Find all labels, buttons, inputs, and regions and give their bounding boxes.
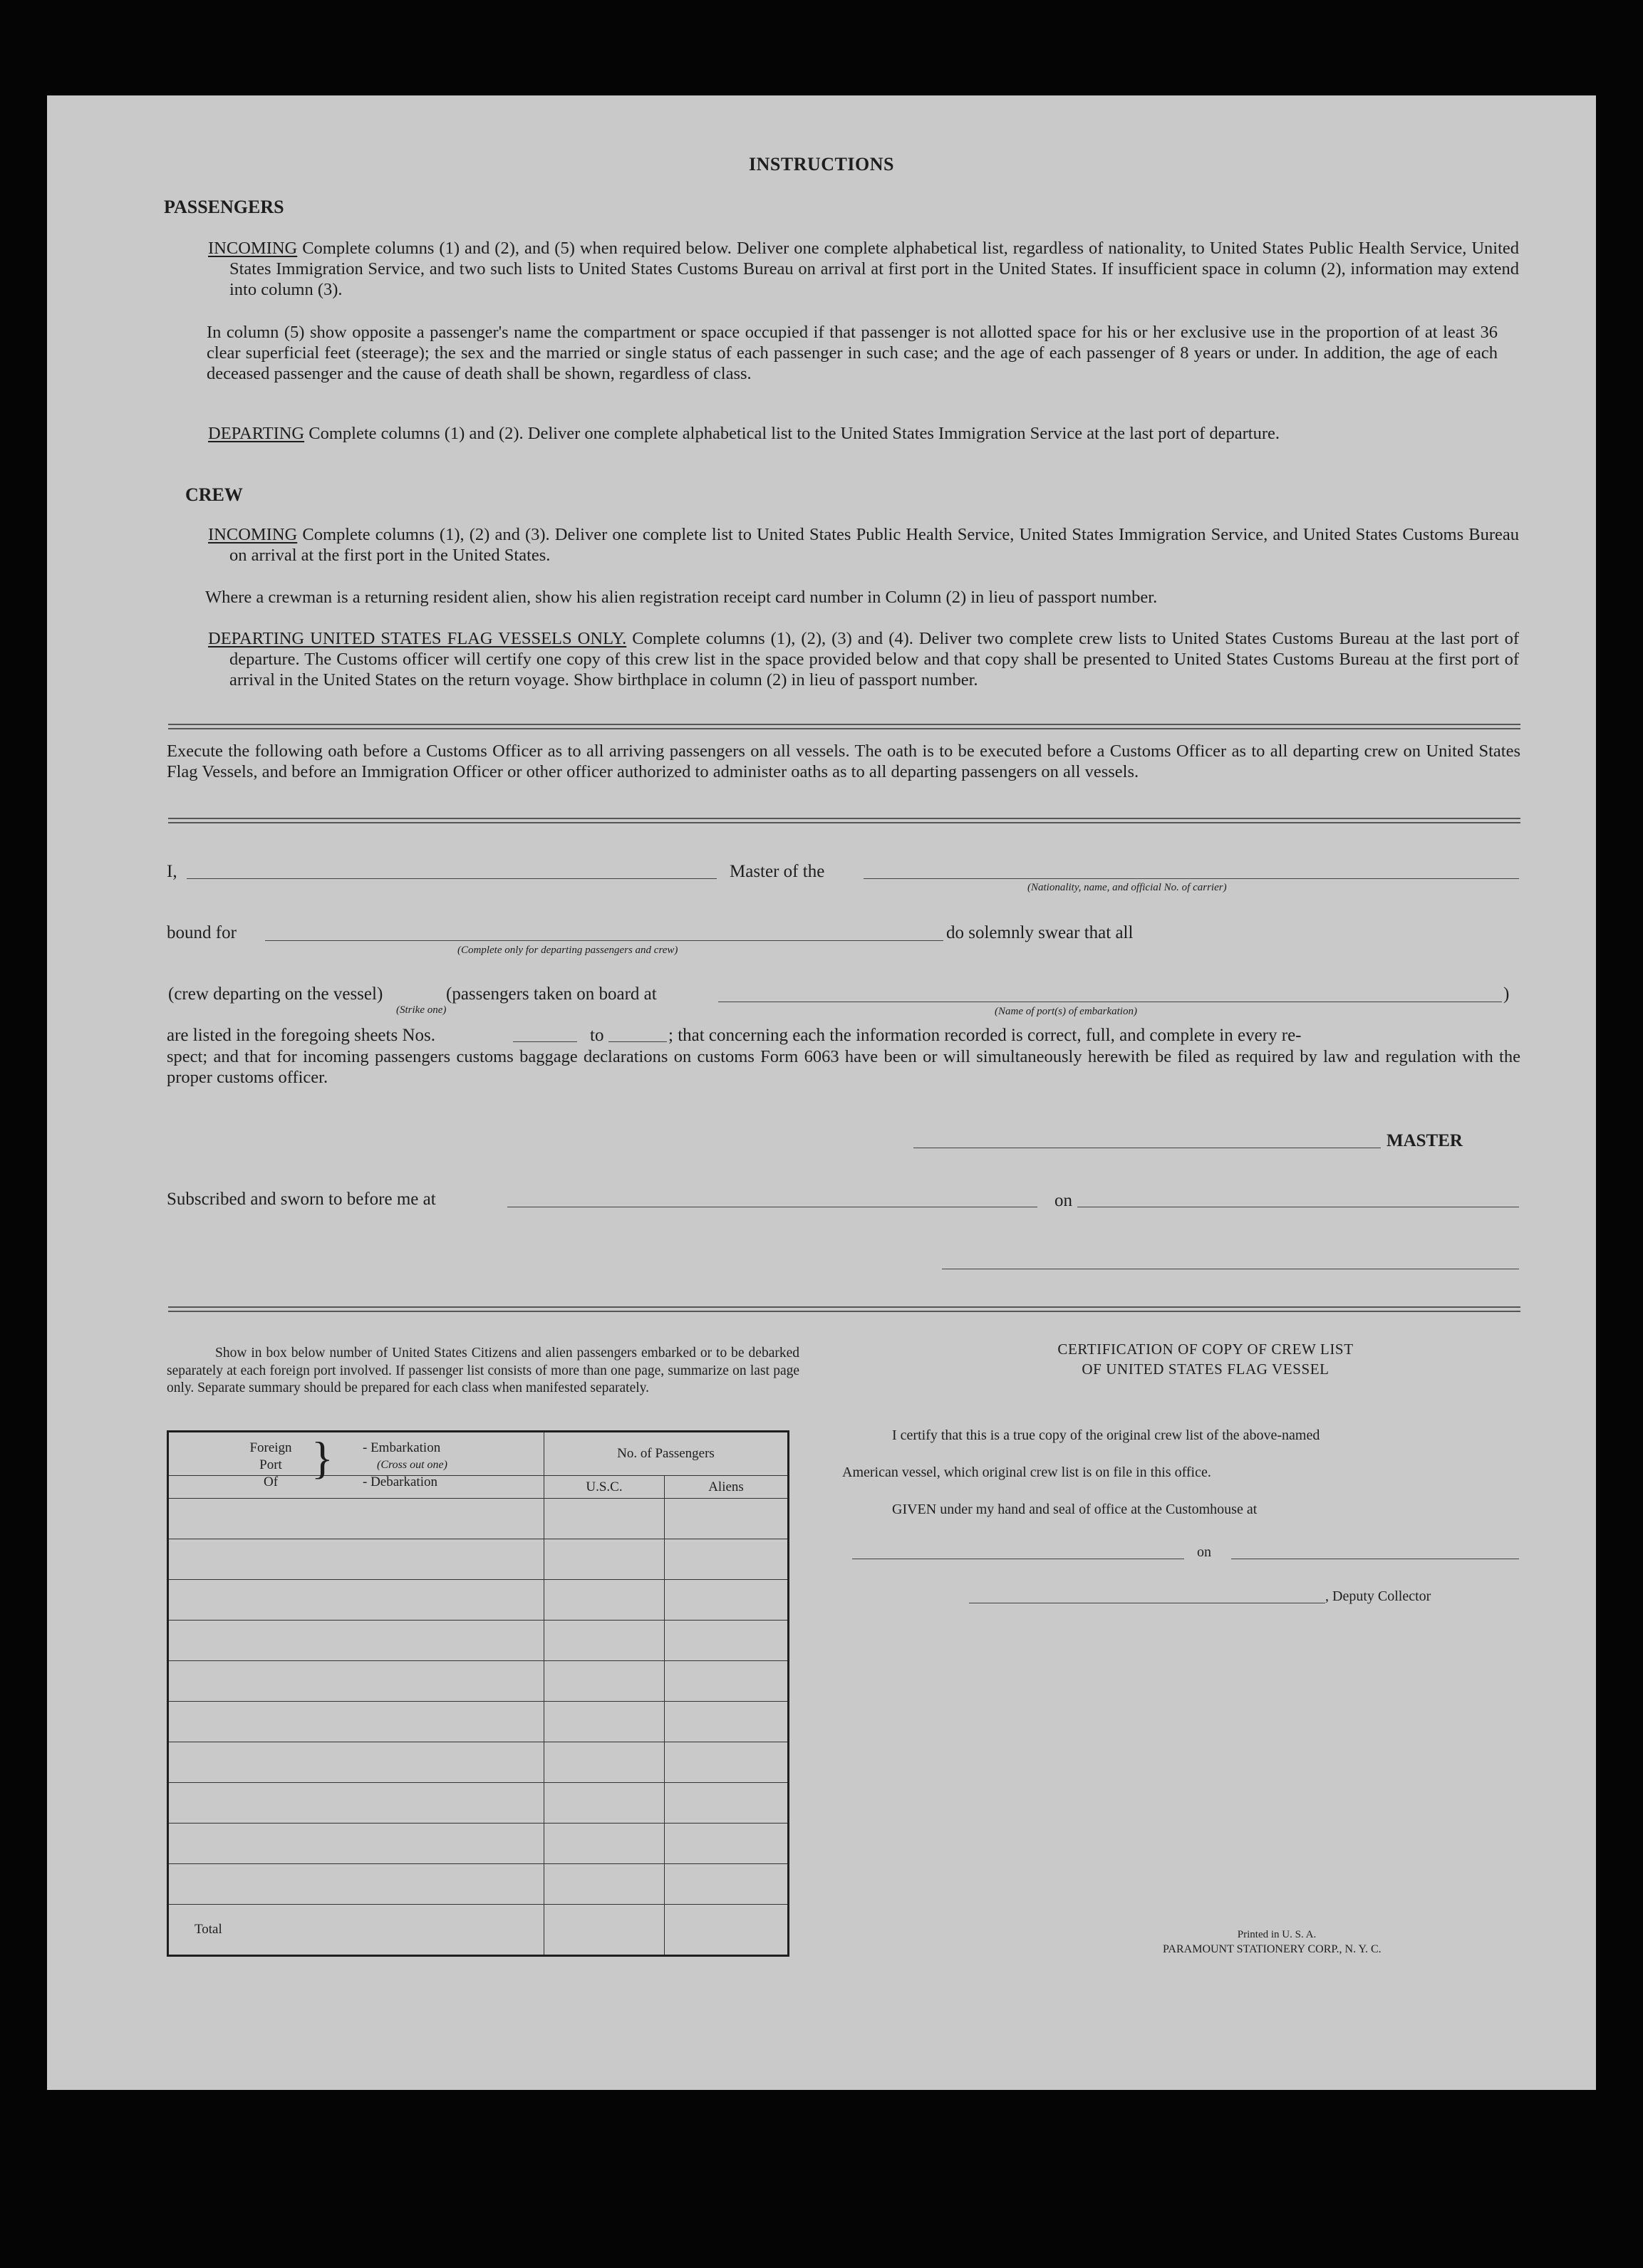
table-row-port[interactable] [168,1580,544,1621]
vessel-line[interactable] [864,878,1519,879]
certification-heading-2: OF UNITED STATES FLAG VESSEL [1082,1361,1330,1378]
baggage-text: spect; and that for incoming passengers customs baggage declarations on customs Form 6063 have been or will simultaneously herewith be filed as required by law and regulation with the proper customs officer. [167,1047,1520,1087]
table-row-aliens[interactable] [665,1661,789,1702]
divider-3b [168,1311,1520,1312]
cross-out-one-hint: (Cross out one) [377,1459,447,1471]
sheet-to-line[interactable] [608,1041,667,1042]
crewman-text: Where a crewman is a returning resident alien, show his alien registration receipt card number in Column (2) in lieu of passport number. [205,588,1158,607]
no-of-passengers-label: No. of Passengers [617,1446,715,1461]
crew-departing-option[interactable]: (crew departing on the vessel) [168,984,383,1004]
strike-one-hint: (Strike one) [396,1004,447,1016]
table-row-usc[interactable] [544,1580,665,1621]
complete-only-hint: (Complete only for departing passengers and crew) [457,945,678,956]
no-of-passengers-header [544,1432,789,1476]
passengers-taken-option[interactable]: (passengers taken on board at [446,984,657,1004]
sworn-on-label: on [1054,1191,1072,1210]
certification-on-label: on [1197,1544,1211,1560]
flag-vessels-paragraph [208,628,1519,690]
execute-oath-paragraph [167,741,1520,782]
foreign-label: Foreign [249,1440,292,1455]
table-row-aliens[interactable] [665,1539,789,1580]
departing-text: Complete columns (1) and (2). Deliver one complete alphabetical list to the United States Immigration Service at the last port of departure. [304,424,1280,443]
foreign-port-of-labels [249,1440,293,1491]
flag-vessels-text: Complete columns (1), (2), (3) and (4). Deliver two complete crew lists to United States Customs Bureau at the last port of departure. The Customs officer will certify one copy of this crew list in the space provided below and that copy shall be presented to United States Customs Bureau at the first port of arrival in the United States on the return voyage. Show birthplace in column (2) in lieu of passport number. [229,629,1519,690]
port-label: Port [259,1457,282,1472]
printer-name: PARAMOUNT STATIONERY CORP., N. Y. C. [1163,1943,1382,1955]
table-row-port[interactable] [168,1702,544,1742]
form-sheet [47,95,1596,2090]
sheets-from-label: are listed in the foregoing sheets Nos. [167,1026,435,1045]
passengers-heading: PASSENGERS [164,197,284,217]
execute-oath-text: Execute the following oath before a Customs Officer as to all arriving passengers on all vessels. The oath is to be executed before a Customs Officer as to all departing crew on United States Flag Vessels, and before an Immigration Officer or other officer authorized to administer oaths as to all departing passengers on all vessels. [167,742,1520,781]
divider-1a [168,724,1520,725]
baggage-paragraph [167,1046,1520,1088]
foreign-port-header [168,1432,544,1489]
divider-2b [168,822,1520,823]
table-row-port[interactable] [168,1661,544,1702]
crewman-paragraph [205,587,1498,608]
column5-paragraph [207,322,1498,384]
bound-for-label: bound for [167,923,237,942]
table-row-port[interactable] [168,1742,544,1783]
table-row-usc[interactable] [544,1742,665,1783]
total-label: Total [195,1922,222,1937]
passenger-summary-table [167,1430,789,1957]
nationality-hint: (Nationality, name, and official No. of carrier) [1027,882,1227,893]
sheet-from-line[interactable] [513,1041,577,1042]
table-row-usc[interactable] [544,1864,665,1905]
master-label: MASTER [1387,1131,1463,1150]
solemnly-label: do solemnly swear that all [946,923,1134,942]
passengers-incoming-paragraph [208,238,1519,300]
port-subheader-cell [168,1476,544,1499]
table-row-aliens[interactable] [665,1580,789,1621]
table-row-port[interactable] [168,1824,544,1864]
port-hint: (Name of port(s) of embarkation) [995,1006,1137,1017]
summary-instructions [167,1345,799,1398]
table-row-usc[interactable] [544,1499,665,1539]
divider-2a [168,818,1520,819]
printed-in-usa: Printed in U. S. A. [1237,1929,1317,1940]
of-label: Of [263,1474,279,1489]
table-row-aliens[interactable] [665,1824,789,1864]
deputy-collector-label: , Deputy Collector [1325,1588,1431,1604]
certification-line-3: GIVEN under my hand and seal of office at the Customhouse at [892,1502,1258,1517]
table-row-usc[interactable] [544,1702,665,1742]
oath-i-label: I, [167,862,177,881]
embarkation-label[interactable]: - Embarkation [363,1440,441,1455]
table-row-port[interactable] [168,1621,544,1661]
bound-for-line[interactable] [265,940,943,941]
sheets-to-label: to [590,1026,604,1045]
table-row-aliens[interactable] [665,1742,789,1783]
total-label-cell [168,1905,544,1956]
divider-1b [168,728,1520,729]
table-row-port[interactable] [168,1539,544,1580]
table-row-aliens[interactable] [665,1621,789,1661]
incoming-text: Complete columns (1) and (2), and (5) when required below. Deliver one complete alphabetical list, regardless of nationality, to United States Public Health Service, United States Immigration Service, and two such lists to United States Customs Bureau on arrival at first port in the United States. If insufficient space in column (2), information may extend into column (3). [229,239,1519,299]
instructions-title: INSTRUCTIONS [749,154,894,175]
table-row-aliens[interactable] [665,1783,789,1824]
departing-label: DEPARTING [208,424,305,443]
summary-instructions-text: Show in box below number of United States Citizens and alien passengers embarked or to be debarked separately at each foreign port involved. If passenger list consists of more than one page, summarize on last page only. Separate summary should be prepared for each class when manifested separately. [167,1346,799,1395]
master-name-line[interactable] [187,878,717,879]
concerning-text: ; that concerning each the information recorded is correct, full, and complete in every re- [668,1026,1302,1045]
table-row-port[interactable] [168,1499,544,1539]
embark-debark-labels [363,1440,447,1491]
aliens-header: Aliens [665,1476,789,1499]
table-row-usc[interactable] [544,1621,665,1661]
table-row-aliens[interactable] [665,1702,789,1742]
table-row-aliens[interactable] [665,1864,789,1905]
certification-line-2: American vessel, which original crew list is on file in this office. [842,1465,1211,1480]
table-row-port[interactable] [168,1783,544,1824]
table-row-usc[interactable] [544,1661,665,1702]
passengers-departing-paragraph [208,423,1519,444]
column5-text: In column (5) show opposite a passenger's name the compartment or space occupied if that passenger is not allotted space for his or her exclusive use in the proportion of at least 36 clear superficial feet (steerage); the sex and the married or single status of each passenger in such case; and the age of each passenger of 8 years or under. In addition, the age of each deceased passenger and the cause of death shall be shown, regardless of class. [207,323,1498,383]
table-row-usc[interactable] [544,1824,665,1864]
crew-incoming-text: Complete columns (1), (2) and (3). Deliver one complete list to United States Public Health Service, United States Immigration Service, and United States Customs Bureau on arrival at the first port in the United States. [229,525,1519,565]
table-row-usc[interactable] [544,1539,665,1580]
table-row-port[interactable] [168,1864,544,1905]
debarkation-label[interactable]: - Debarkation [363,1474,437,1489]
close-paren: ) [1503,984,1510,1004]
flag-vessels-label: DEPARTING UNITED STATES FLAG VESSELS ONLY. [208,629,627,648]
crew-incoming-paragraph [208,524,1519,566]
crew-incoming-label: INCOMING [208,525,298,544]
incoming-label: INCOMING [208,239,298,258]
usc-header: U.S.C. [544,1476,665,1499]
divider-3a [168,1306,1520,1308]
crew-heading: CREW [185,484,243,505]
subscribed-label: Subscribed and sworn to before me at [167,1190,436,1209]
table-row-aliens[interactable] [665,1499,789,1539]
total-usc-cell[interactable] [544,1905,665,1956]
total-aliens-cell[interactable] [665,1905,789,1956]
brace-icon: } [311,1432,333,1483]
master-of-the-label: Master of the [730,862,825,881]
certification-line-1: I certify that this is a true copy of the original crew list of the above-named [892,1427,1320,1443]
table-row-usc[interactable] [544,1783,665,1824]
certification-heading-1: CERTIFICATION OF COPY OF CREW LIST [1057,1341,1354,1358]
